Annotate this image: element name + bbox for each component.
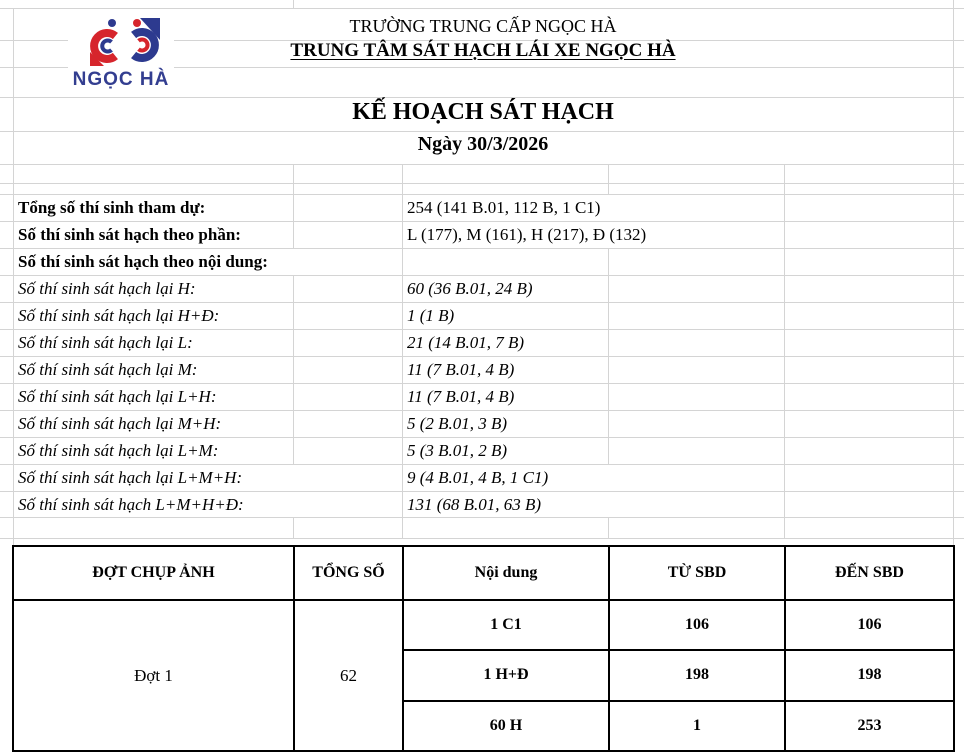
gridline-vertical [784,517,785,538]
photo-session-table [12,545,955,752]
gridline-vertical [402,517,403,538]
summary-row [0,491,964,518]
summary-value: 11 (7 B.01, 4 B) [407,360,515,379]
summary-value: 11 (7 B.01, 4 B) [407,387,515,406]
table-header-row [13,546,954,600]
content-cell: 60 H [403,701,609,751]
logo-text: NGỌC HÀ [72,69,170,90]
col-header-den-sbd: ĐẾN SBD [785,546,954,600]
table-row [13,600,954,650]
summary-label: Số thí sinh sát hạch lại L: [18,333,193,352]
summary-row [0,221,964,248]
school-name: TRƯỜNG TRUNG CẤP NGỌC HÀ [349,16,617,36]
gridline-vertical [608,164,609,194]
gridline-horizontal [0,131,964,132]
summary-row [0,437,964,464]
summary-row [0,410,964,437]
summary-row [0,383,964,410]
summary-label: Số thí sinh sát hạch lại H+Đ: [18,306,220,325]
summary-row [0,194,964,221]
gridline-vertical [608,517,609,538]
summary-row [0,302,964,329]
col-header-tong-so: TỔNG SỐ [294,546,403,600]
summary-value: 9 (4 B.01, 4 B, 1 C1) [407,468,549,487]
summary-label: Số thí sinh sát hạch lại M: [18,360,198,379]
summary-row [0,275,964,302]
summary-label: Số thí sinh sát hạch lại L+M+H: [18,468,243,487]
summary-value: 5 (3 B.01, 2 B) [407,441,508,460]
summary-value: 5 (2 B.01, 3 B) [407,414,508,433]
session-name-cell: Đợt 1 [13,600,294,751]
summary-row [0,329,964,356]
gridline-horizontal [0,97,964,98]
summary-label: Số thí sinh sát hạch lại L+M: [18,441,219,460]
summary-label: Tổng số thí sinh tham dự: [18,198,206,217]
summary-value: 1 (1 B) [407,306,455,325]
summary-label: Số thí sinh sát hạch lại L+H: [18,387,217,406]
document-date: Ngày 30/3/2026 [417,133,549,155]
summary-row [0,356,964,383]
content-cell: 1 C1 [403,600,609,650]
gridline-horizontal [0,183,964,184]
document-title: KẾ HOẠCH SÁT HẠCH [352,99,614,125]
session-total-cell: 62 [294,600,403,751]
summary-label: Số thí sinh sát hạch theo nội dung: [18,252,268,271]
summary-value: 21 (14 B.01, 7 B) [407,333,525,352]
summary-row [0,464,964,491]
gridline-vertical [293,0,294,8]
col-header-noi-dung: Nội dung [403,546,609,600]
summary-label: Số thí sinh sát hạch theo phần: [18,225,241,244]
from-sbd-cell: 198 [609,650,785,700]
gridline-horizontal [0,8,964,9]
col-header-tu-sbd: TỪ SBD [609,546,785,600]
summary-value: 60 (36 B.01, 24 B) [407,279,533,298]
center-name: TRUNG TÂM SÁT HẠCH LÁI XE NGỌC HÀ [290,40,676,61]
to-sbd-cell: 106 [785,600,954,650]
summary-value: 254 (141 B.01, 112 B, 1 C1) [407,198,601,217]
col-header-dot-chup-anh: ĐỢT CHỤP ẢNH [13,546,294,600]
to-sbd-cell: 198 [785,650,954,700]
summary-value: L (177), M (161), H (217), Đ (132) [407,225,647,244]
from-sbd-cell: 106 [609,600,785,650]
gridline-vertical [293,517,294,538]
summary-label: Số thí sinh sát hạch lại M+H: [18,414,222,433]
content-cell: 1 H+Đ [403,650,609,700]
summary-value: 131 (68 B.01, 63 B) [407,495,542,514]
summary-label: Số thí sinh sát hạch L+M+H+Đ: [18,495,244,514]
to-sbd-cell: 253 [785,701,954,751]
summary-row [0,248,964,275]
from-sbd-cell: 1 [609,701,785,751]
summary-label: Số thí sinh sát hạch lại H: [18,279,196,298]
gridline-horizontal [0,164,964,165]
gridline-horizontal [0,538,964,539]
